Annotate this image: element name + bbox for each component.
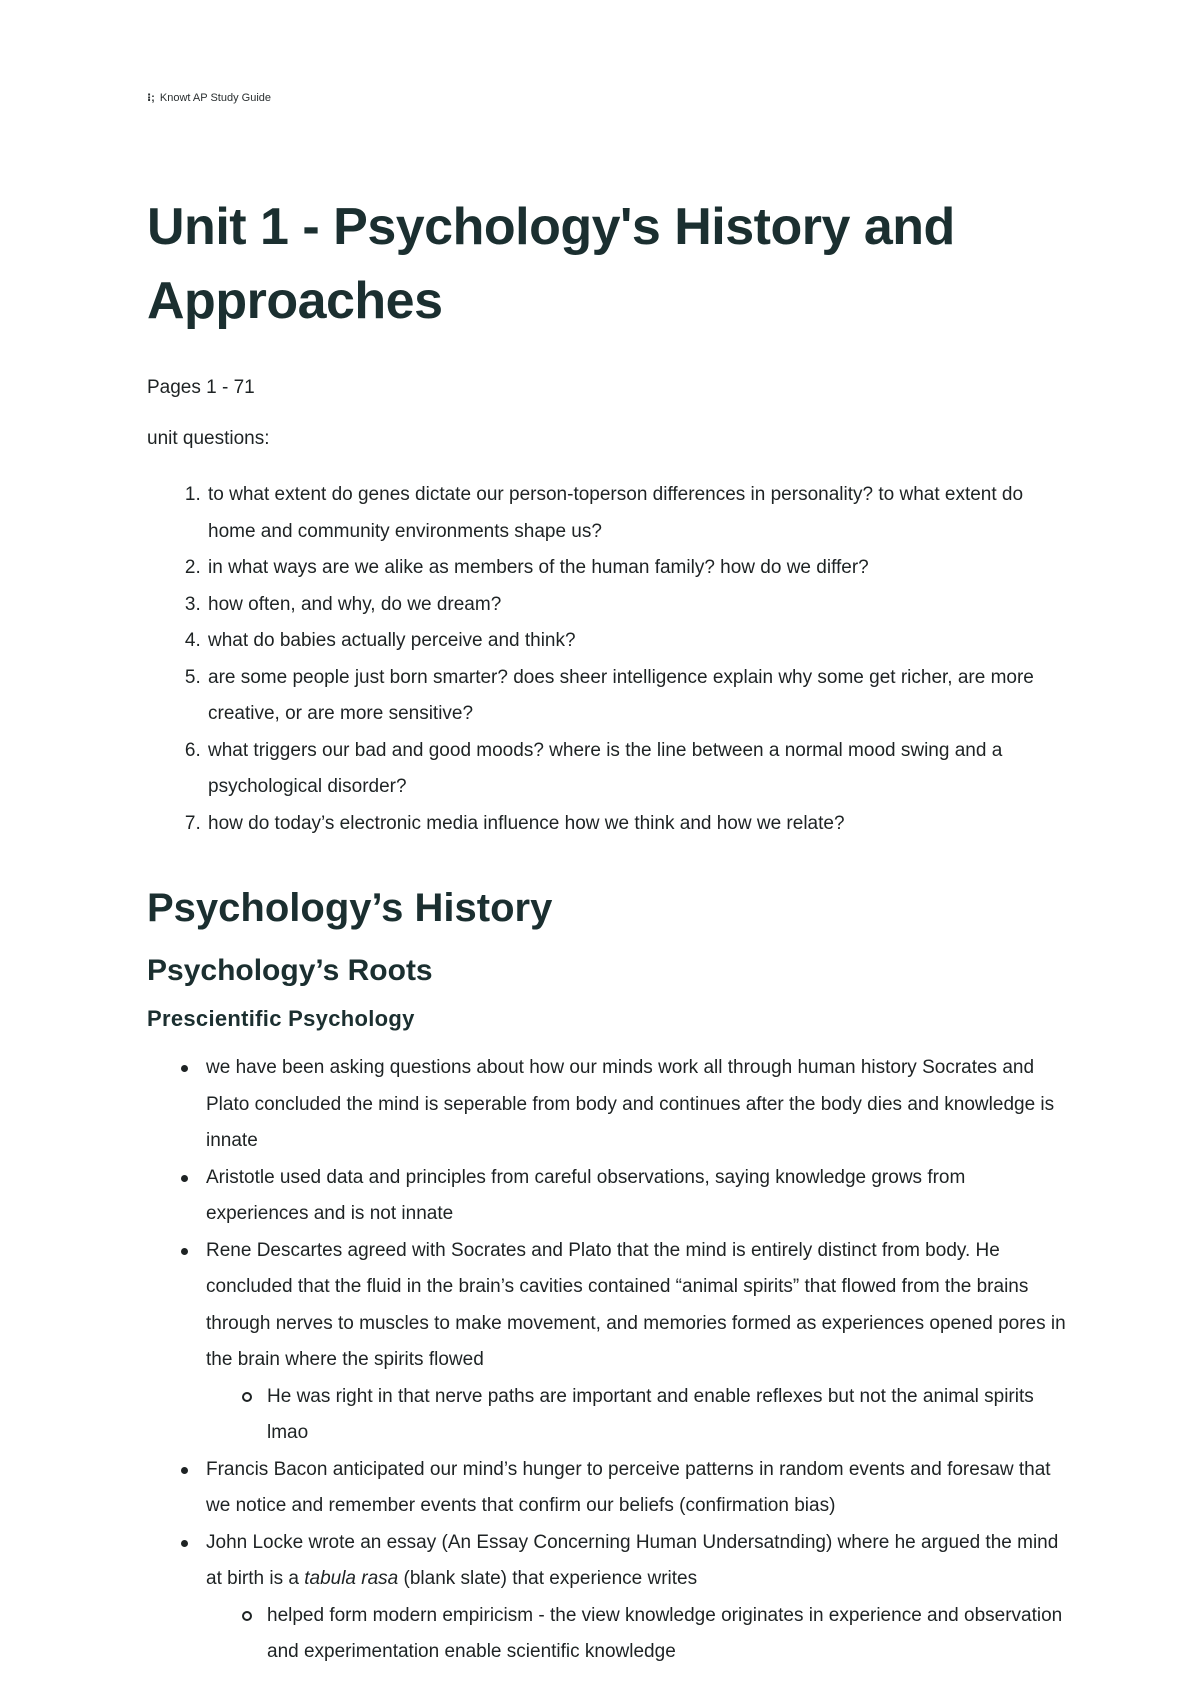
page-range: Pages 1 - 71	[147, 377, 255, 398]
question-item: 7. how do today’s electronic media influence how we think and how we relate?	[206, 806, 1067, 843]
bullet-item	[206, 1233, 1067, 1452]
sub-bullet-item: helped form modern empiricism - the view knowledge originates in experience and observation and experimentation enable scientific knowledge	[267, 1598, 1067, 1671]
question-item: 2. in what ways are we alike as members of the human family? how do we differ?	[206, 550, 1067, 587]
bullet-text: Rene Descartes agreed with Socrates and Plato that the mind is entirely distinct from body. He concluded that the fluid in the brain’s cavities contained “animal spirits” that flowed from the brains through nerves to muscles to make movement, and memories formed as experiences opened pores in the brain where the spirits flowed	[206, 1239, 1066, 1370]
sub-bullet-list	[206, 1379, 1067, 1452]
question-item: 5. are some people just born smarter? does sheer intelligence explain why some get richer, are more creative, or are more sensitive?	[206, 660, 1067, 733]
bullet-item: we have been asking questions about how our minds work all through human history Socrates and Plato concluded the mind is seperable from body and continues after the body dies and knowledge is innate	[206, 1050, 1067, 1160]
bullet-item: Aristotle used data and principles from careful observations, saying knowledge grows from experiences and is not innate	[206, 1160, 1067, 1233]
knowt-logo-icon: ⁝;	[147, 92, 155, 104]
question-item: 6. what triggers our bad and good moods? where is the line between a normal mood swing and a psychological disorder?	[206, 733, 1067, 806]
section-heading: Psychology’s History	[147, 886, 553, 930]
subsection-heading: Psychology’s Roots	[147, 954, 433, 987]
question-item: 1. to what extent do genes dictate our person-toperson differences in personality? to what extent do home and community environments shape us?	[206, 477, 1067, 550]
italic-term: tabula rasa	[304, 1568, 399, 1589]
document-content	[147, 190, 1067, 1671]
sub-bullet-list	[206, 1598, 1067, 1671]
unit-questions-list	[147, 477, 1067, 842]
subsubsection-heading: Prescientific Psychology	[147, 1006, 415, 1031]
question-item: 3. how often, and why, do we dream?	[206, 587, 1067, 624]
page-header	[147, 91, 271, 104]
bullet-text: John Locke wrote an essay (An Essay Concerning Human Undersatnding) where he argued the mind at birth is a	[206, 1531, 1059, 1589]
notes-bullet-list	[147, 1050, 1067, 1671]
bullet-text: (blank slate) that experience writes	[398, 1568, 698, 1589]
bullet-item: Francis Bacon anticipated our mind’s hunger to perceive patterns in random events and foresaw that we notice and remember events that confirm our beliefs (confirmation bias)	[206, 1452, 1067, 1525]
question-item: 4. what do babies actually perceive and think?	[206, 623, 1067, 660]
unit-questions-label: unit questions:	[147, 428, 270, 449]
sub-bullet-item: He was right in that nerve paths are important and enable reflexes but not the animal spirits lmao	[267, 1379, 1067, 1452]
header-text: Knowt AP Study Guide	[159, 92, 271, 104]
page-title: Unit 1 - Psychology's History and Approaches	[147, 198, 955, 330]
bullet-item	[206, 1525, 1067, 1671]
